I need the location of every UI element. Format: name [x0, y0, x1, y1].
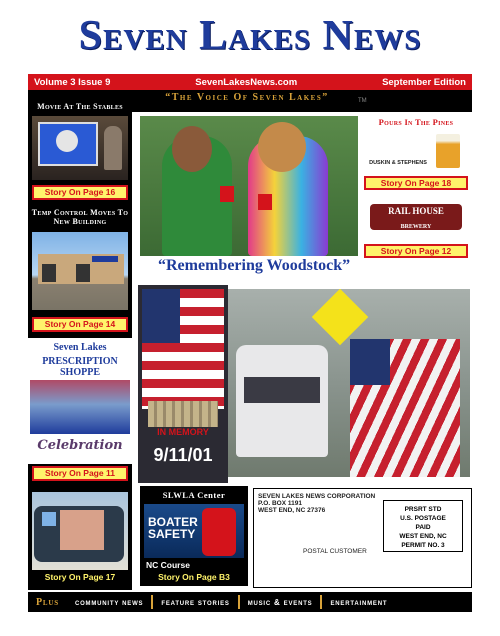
flag-memorial[interactable] [138, 285, 228, 483]
pours-heading: Pours In The Pines [362, 118, 470, 127]
postal-customer: POSTAL CUSTOMER [303, 548, 367, 555]
nc-course-label: NC Course [146, 560, 190, 570]
teaser-music-events[interactable]: music & events [247, 597, 313, 607]
boater-safety-ad[interactable] [140, 486, 248, 586]
pours-ad[interactable] [364, 130, 468, 174]
pharmacy-ad[interactable] [28, 338, 132, 464]
city-zip: WEST END, NC 27376 [258, 507, 326, 514]
trademark-mark: TM [358, 98, 367, 104]
celebration-story-link[interactable]: Story On Page 11 [32, 466, 128, 481]
permit-line-4: WEST END, NC [399, 533, 447, 540]
safety-label: SAFETY [148, 527, 196, 541]
pharmacy-name: Seven Lakes [53, 342, 107, 353]
duskin-logo: DUSKIN & STEPHENS [369, 160, 427, 166]
bottom-teaser-bar [28, 592, 472, 612]
postage-permit [383, 500, 463, 552]
movie-section-heading: Movie At The Stables [37, 102, 123, 111]
life-jacket-icon [202, 508, 236, 556]
train-story-link[interactable]: Story On Page 17 [44, 572, 116, 582]
pours-story-link[interactable]: Story On Page 18 [364, 176, 468, 190]
memory-date: 9/11/01 [153, 445, 213, 465]
website-link[interactable]: SevenLakesNews.com [195, 76, 298, 88]
permit-line-5: PERMIT NO. 3 [401, 542, 445, 549]
in-memory-label: IN MEMORY [157, 427, 209, 437]
edition-label: September Edition [382, 76, 466, 88]
brewery-label: BREWERY [400, 224, 432, 230]
flags-street-photo[interactable] [228, 289, 470, 477]
movie-story-link[interactable]: Story On Page 16 [32, 185, 128, 200]
permit-line-1: PRSRT STD [404, 506, 442, 513]
crosswalk-sign-icon [312, 289, 369, 345]
issue-bar [28, 74, 472, 90]
permit-line-2: U.S. POSTAGE [400, 515, 446, 522]
permit-line-3: PAID [415, 524, 431, 531]
woodstock-photo[interactable] [140, 116, 358, 256]
teaser-community-news[interactable]: community news [74, 597, 144, 607]
temp-story-link[interactable]: Story On Page 14 [32, 317, 128, 332]
temp-control-heading: Temp Control Moves To New Building [31, 208, 129, 226]
po-box: P.O. BOX 1191 [258, 500, 302, 507]
beer-icon [436, 134, 460, 168]
railhouse-story-link[interactable]: Story On Page 12 [364, 244, 468, 258]
plus-label: Plus [36, 596, 59, 608]
railhouse-ad[interactable] [364, 194, 468, 240]
corp-name: SEVEN LAKES NEWS CORPORATION [258, 493, 376, 500]
railhouse-logo: RAIL HOUSE [388, 206, 444, 216]
teaser-feature-stories[interactable]: feature stories [161, 597, 230, 607]
tagline: “The Voice Of Seven Lakes” [165, 92, 329, 103]
boater-label: BOATER [148, 515, 198, 529]
newspaper-title: Seven Lakes News [78, 13, 422, 59]
slwla-story-link[interactable]: Story On Page B3 [158, 572, 230, 582]
celebration-script: Celebration [37, 438, 123, 453]
pharmacy-subtitle: PRESCRIPTION SHOPPE [42, 356, 118, 378]
slwla-heading: SLWLA Center [162, 490, 226, 500]
building-photo[interactable] [32, 232, 128, 310]
movie-photo[interactable] [32, 116, 128, 180]
masthead [0, 0, 500, 72]
train-photo[interactable] [32, 492, 128, 570]
teaser-entertainment[interactable]: enertainment [330, 597, 388, 607]
issue-number: Volume 3 Issue 9 [34, 76, 111, 88]
woodstock-headline[interactable]: “Remembering Woodstock” [158, 257, 351, 274]
